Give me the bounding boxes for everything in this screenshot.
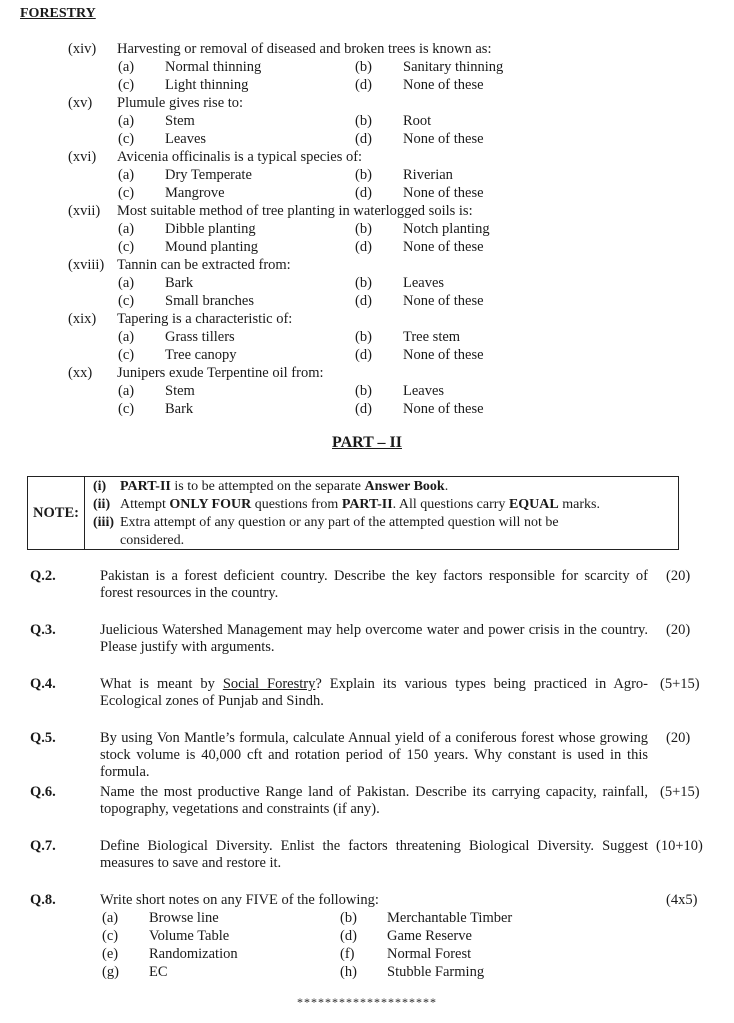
option-c: Light thinning (165, 77, 249, 93)
q8-item-letter: (b) (340, 910, 357, 926)
option-letter: (d) (355, 131, 372, 147)
question-text: Write short notes on any FIVE of the following: (100, 892, 379, 908)
option-d: None of these (403, 77, 484, 93)
option-letter: (d) (355, 347, 372, 363)
mcq-number: (xiv) (68, 41, 97, 57)
option-letter: (b) (355, 275, 372, 291)
option-letter: (d) (355, 401, 372, 417)
option-letter: (d) (355, 293, 372, 309)
note-line-3: (iii) Extra attempt of any question or any part of the attempted question will not be (93, 515, 559, 530)
option-letter: (b) (355, 329, 372, 345)
option-c: Tree canopy (165, 347, 237, 363)
option-letter: (d) (355, 239, 372, 255)
option-b: Sanitary thinning (403, 59, 504, 75)
option-a: Grass tillers (165, 329, 235, 345)
question-text: What is meant by Social Forestry? Explain its various types being practiced in Agro-Ecological zones of Punjab and Sindh. (100, 676, 648, 709)
q8-item-letter: (f) (340, 946, 355, 962)
option-letter: (a) (118, 383, 135, 399)
option-a: Stem (165, 113, 195, 129)
option-b: Notch planting (403, 221, 490, 237)
q8-item-letter: (e) (102, 946, 119, 962)
question-marks: (10+10) (656, 838, 703, 854)
note-label: NOTE: (28, 477, 85, 549)
question-number: Q.4. (30, 676, 56, 692)
note-line-2: (ii) Attempt ONLY FOUR questions from PART-II. All questions carry EQUAL marks. (93, 497, 600, 512)
mcq-number: (xv) (68, 95, 93, 111)
question-text: Juelicious Watershed Management may help overcome water and power crisis in the country. Please justify with arguments. (100, 622, 648, 655)
option-letter: (b) (355, 383, 372, 399)
option-d: None of these (403, 239, 484, 255)
option-letter: (b) (355, 167, 372, 183)
note-line-1: (i) PART-II is to be attempted on the separate Answer Book. (93, 479, 449, 494)
question-marks: (20) (666, 568, 691, 584)
option-letter: (c) (118, 77, 135, 93)
note-line-3-cont: considered. (120, 533, 185, 548)
option-letter: (c) (118, 347, 135, 363)
option-a: Dibble planting (165, 221, 256, 237)
question-text: Define Biological Diversity. Enlist the factors threatening Biological Diversity. Suggest measures to save and restore it. (100, 838, 648, 871)
option-c: Mound planting (165, 239, 259, 255)
mcq-question: Avicenia officinalis is a typical species of: (117, 149, 363, 165)
option-letter: (a) (118, 329, 135, 345)
q8-item-text: Merchantable Timber (387, 910, 513, 926)
part-ii-title: PART – II (332, 434, 402, 451)
option-letter: (b) (355, 221, 372, 237)
mcq-number: (xx) (68, 365, 93, 381)
option-letter: (c) (118, 185, 135, 201)
mcq-question: Tapering is a characteristic of: (117, 311, 293, 327)
q8-item-letter: (a) (102, 910, 119, 926)
mcq-number: (xvii) (68, 203, 101, 219)
mcq-question: Most suitable method of tree planting in waterlogged soils is: (117, 203, 473, 219)
option-letter: (b) (355, 113, 372, 129)
option-b: Leaves (403, 383, 445, 399)
question-text: Name the most productive Range land of Pakistan. Describe its carrying capacity, rainfall, topography, vegetations and constraints (if any). (100, 784, 648, 817)
option-c: Bark (165, 401, 194, 417)
q8-item-letter: (g) (102, 964, 119, 980)
option-letter: (c) (118, 293, 135, 309)
q8-item-letter: (d) (340, 928, 357, 944)
mcq-number: (xviii) (68, 257, 105, 273)
option-letter: (b) (355, 59, 372, 75)
question-marks: (4x5) (666, 892, 698, 908)
option-b: Leaves (403, 275, 445, 291)
mcq-question: Harvesting or removal of diseased and broken trees is known as: (117, 41, 492, 57)
option-c: Small branches (165, 293, 254, 309)
mcq-number: (xvi) (68, 149, 97, 165)
q8-item-text: Randomization (149, 946, 238, 962)
q8-item-text: EC (149, 964, 168, 980)
question-marks: (20) (666, 730, 691, 746)
question-marks: (5+15) (660, 784, 700, 800)
question-text: By using Von Mantle’s formula, calculate Annual yield of a coniferous forest whose growing stock volume is 40,000 cft and rotation period of 150 years. Why constant is used in this formula. (100, 730, 648, 780)
end-stars: ******************** (297, 995, 437, 1009)
option-letter: (a) (118, 167, 135, 183)
mcq-question: Tannin can be extracted from: (117, 257, 291, 273)
option-a: Stem (165, 383, 195, 399)
option-d: None of these (403, 131, 484, 147)
mcq-number: (xix) (68, 311, 97, 327)
option-d: None of these (403, 185, 484, 201)
question-number: Q.5. (30, 730, 56, 746)
note-box (27, 476, 679, 550)
q8-item-text: Browse line (149, 910, 219, 926)
q8-item-letter: (c) (102, 928, 119, 944)
option-c: Leaves (165, 131, 207, 147)
option-letter: (a) (118, 113, 135, 129)
q8-item-text: Volume Table (149, 928, 230, 944)
option-d: None of these (403, 347, 484, 363)
option-letter: (c) (118, 401, 135, 417)
option-a: Bark (165, 275, 194, 291)
question-number: Q.6. (30, 784, 56, 800)
option-a: Normal thinning (165, 59, 262, 75)
question-marks: (5+15) (660, 676, 700, 692)
option-d: None of these (403, 293, 484, 309)
option-letter: (c) (118, 239, 135, 255)
question-number: Q.3. (30, 622, 56, 638)
subject-header: FORESTRY (20, 6, 96, 21)
mcq-question: Junipers exude Terpentine oil from: (117, 365, 324, 381)
option-d: None of these (403, 401, 484, 417)
option-letter: (a) (118, 59, 135, 75)
option-b: Tree stem (403, 329, 461, 345)
q8-item-letter: (h) (340, 964, 357, 980)
option-letter: (d) (355, 77, 372, 93)
option-letter: (c) (118, 131, 135, 147)
option-letter: (d) (355, 185, 372, 201)
question-number: Q.2. (30, 568, 56, 584)
question-number: Q.8. (30, 892, 56, 908)
option-letter: (a) (118, 221, 135, 237)
option-b: Root (403, 113, 432, 129)
question-number: Q.7. (30, 838, 56, 854)
option-b: Riverian (403, 167, 453, 183)
mcq-question: Plumule gives rise to: (117, 95, 244, 111)
question-text: Pakistan is a forest deficient country. Describe the key factors responsible for scarcity of forest resources in the country. (100, 568, 648, 601)
q8-item-text: Stubble Farming (387, 964, 485, 980)
option-a: Dry Temperate (165, 167, 252, 183)
q8-item-text: Game Reserve (387, 928, 472, 944)
option-c: Mangrove (165, 185, 225, 201)
question-marks: (20) (666, 622, 691, 638)
option-letter: (a) (118, 275, 135, 291)
q8-item-text: Normal Forest (387, 946, 472, 962)
